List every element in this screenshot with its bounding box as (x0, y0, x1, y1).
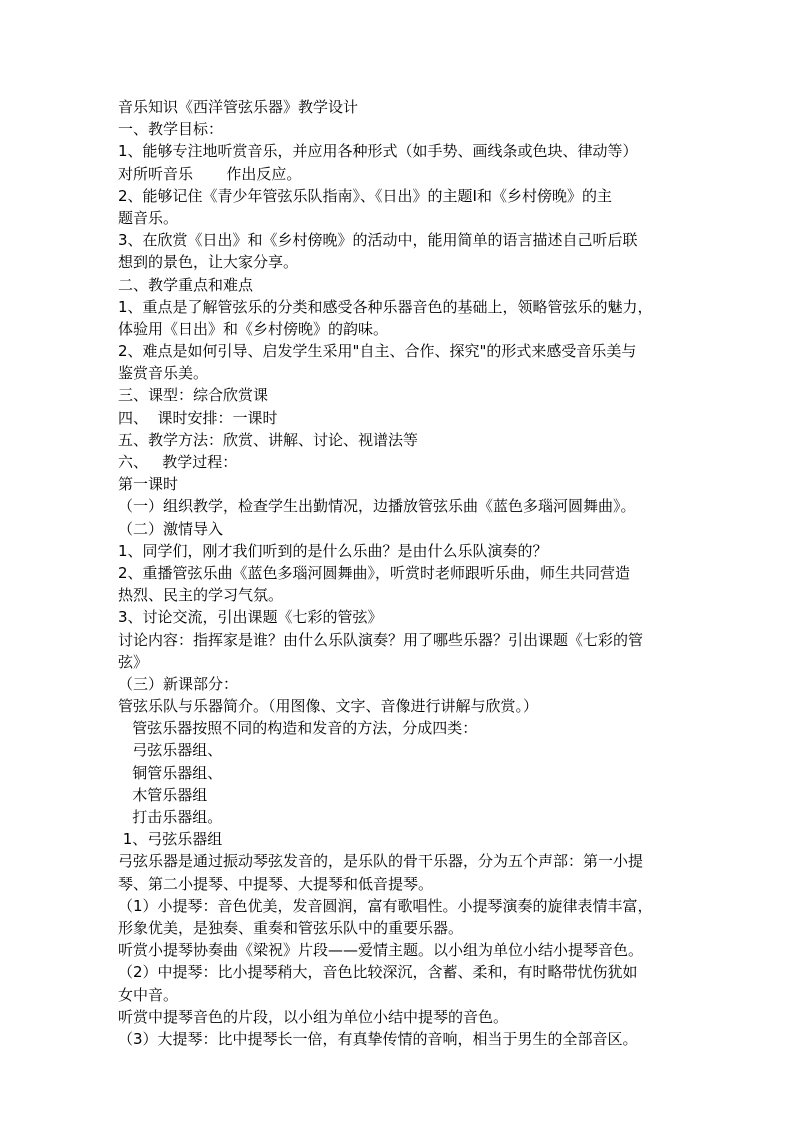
text-line: （三）新课部分： (118, 674, 239, 693)
text-line: 1、同学们，刚才我们听到的是什么乐曲？是由什么乐队演奏的？ (118, 541, 548, 560)
list-item: 铜管乐器组、 (118, 763, 223, 782)
text-line: 体验用《日出》和《乡村傍晚》的韵味。 (118, 319, 389, 338)
text-line: 热烈、民主的学习气氛。 (118, 586, 284, 605)
subsection-heading: 1、弓弦乐器组 (118, 830, 223, 849)
text-line: 1、能够专注地听赏音乐，并应用各种形式（如手势、画线条或色块、律动等） (118, 142, 638, 161)
section-heading: 二、教学重点和难点 (118, 275, 254, 294)
text-line: 管弦乐队与乐器简介。（用图像、文字、音像进行讲解与欣赏。） (118, 697, 539, 716)
text-line: 2、能够记住《青少年管弦乐队指南》、《日出》的主题Ⅰ和《乡村傍晚》的主 (118, 186, 612, 205)
text-line: 琴、第二小提琴、中提琴、大提琴和低音提琴。 (118, 874, 434, 893)
section-heading: 五、教学方法：欣赏、讲解、讨论、视谱法等 (118, 430, 419, 449)
text-line: （2）中提琴：比小提琴稍大，音色比较深沉，含蓄、柔和，有时略带忧伤犹如 (118, 963, 638, 982)
document-title: 音乐知识《西洋管弦乐器》教学设计 (118, 98, 359, 116)
text-line: 弦》 (118, 652, 149, 671)
text-line: （3）大提琴：比中提琴长一倍，有真挚传情的音响，相当于男生的全部音区。 (118, 1029, 638, 1048)
section-heading: 一、教学目标： (118, 120, 224, 139)
text-line: 想到的景色，让大家分享。 (118, 253, 299, 272)
text-line: （二）激情导入 (118, 519, 224, 538)
text-line: 管弦乐器按照不同的构造和发音的方法，分成四类： (118, 719, 478, 738)
text-line: 女中音。 (118, 985, 179, 1004)
section-heading: 六、 教学过程： (118, 453, 238, 471)
text-line: 对所听音乐 作出反应。 (118, 164, 302, 183)
list-item: 木管乐器组 (118, 785, 208, 804)
text-line: 听赏中提琴音色的片段，以小组为单位小结中提琴的音色。 (118, 1007, 509, 1026)
list-item: 打击乐器组。 (118, 808, 223, 826)
list-item: 弓弦乐器组、 (118, 741, 223, 760)
text-line: 鉴赏音乐美。 (118, 364, 209, 383)
text-line: 讨论内容：指挥家是谁？由什么乐队演奏？用了哪些乐器？引出课题《七彩的管 (118, 630, 644, 649)
section-heading: 三、课型：综合欣赏课 (118, 386, 269, 405)
text-line: 听赏小提琴协奏曲《梁祝》片段——爱情主题。以小组为单位小结小提琴音色。 (118, 941, 644, 960)
text-line: 2、重播管弦乐曲《蓝色多瑙河圆舞曲》，听赏时老师跟听乐曲，师生共同营造 (118, 563, 631, 582)
text-line: 3、在欣赏《日出》和《乡村傍晚》的活动中，能用简单的语言描述自己听后联 (118, 231, 638, 250)
text-line: 形象优美，是独奏、重奏和管弦乐队中的重要乐器。 (118, 918, 464, 937)
text-line: 弓弦乐器是通过振动琴弦发音的，是乐队的骨干乐器，分为五个声部：第一小提 (118, 852, 644, 871)
text-line: 第一课时 (118, 475, 179, 494)
text-line: 2、难点是如何引导、启发学生采用"自主、合作、探究"的形式来感受音乐美与 (118, 342, 637, 361)
text-line: （1）小提琴：音色优美，发音圆润，富有歌唱性。小提琴演奏的旋律表情丰富， (118, 896, 653, 915)
document-body (118, 96, 678, 1050)
text-line: 题音乐。 (118, 208, 179, 227)
text-line: （一）组织教学，检查学生出勤情况，边播放管弦乐曲《蓝色多瑙河圆舞曲》。 (118, 497, 636, 516)
text-line: 3、讨论交流，引出课题《七彩的管弦》 (118, 608, 383, 627)
section-heading: 四、 课时安排：一课时 (118, 408, 278, 427)
text-line: 1、重点是了解管弦乐的分类和感受各种乐器音色的基础上，领略管弦乐的魅力， (118, 297, 653, 316)
